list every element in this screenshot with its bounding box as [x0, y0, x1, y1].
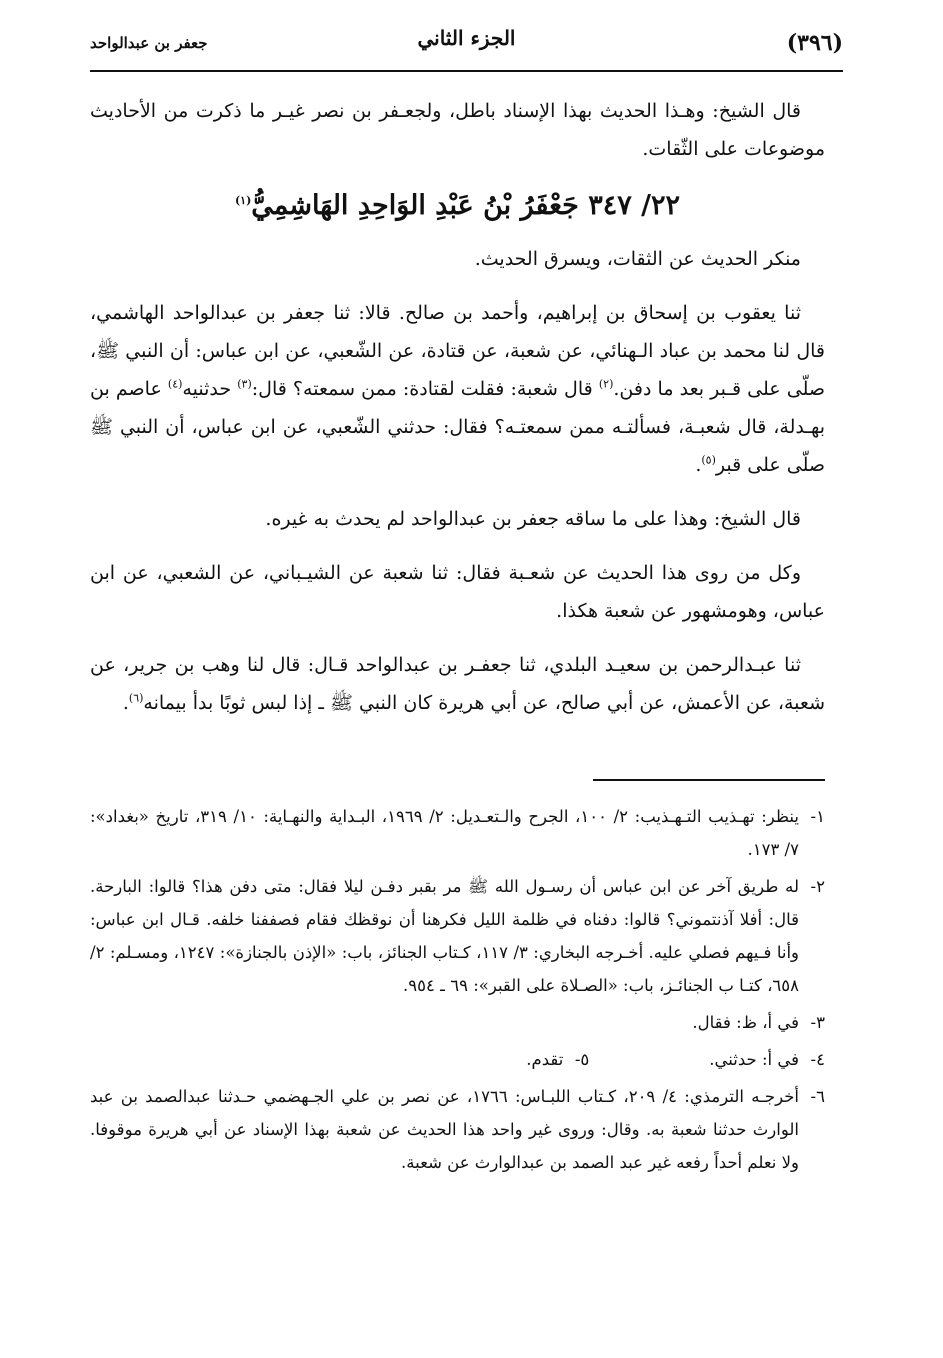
footnote-separator: [593, 779, 825, 781]
paragraph-2-part-c: حدثنيه: [182, 378, 238, 400]
footnote-number: ٦-: [810, 1087, 825, 1106]
note-ref-3: (٣): [237, 377, 252, 391]
running-title: جعفر بن عبدالواحد: [90, 34, 208, 52]
entry-title-text: ٢٢/ ٣٤٧ جَعْفَرُ بْنُ عَبْدِ الوَاحِدِ الهَاشِمِيُّ: [251, 190, 681, 221]
note-ref-5: (٥): [701, 453, 716, 467]
footnote-number: ٢-: [810, 877, 825, 896]
footnote-text: تقدم.: [526, 1050, 564, 1069]
footnote-text: أخرجـه الترمذي: ٤/ ٢٠٩، كـتاب اللبـاس: ١٧٦٦، عن نصر بن علي الجـهضمي حـدثنا عبدالصمد بن عبد الوارث حدثنا شعبة به. وقال: وروى غير واحد هذا الحديث عن شعبة بهذا الإسناد عن أبي هريرة موقوفا. ولا نعلم أحداً رفعه غير عبد الصمد بن عبدالوارث عن شعبة.: [90, 1087, 799, 1172]
footnote-number: ١-: [810, 807, 825, 826]
footnote-text: له طريق آخر عن ابن عباس أن رسـول الله ﷺ مر بقبر دفـن ليلا فقال: متى دفن هذا؟ قالوا: البارحة. قال: أفلا آذنتموني؟ قالوا: دفناه في ظلمة الليل فكرهنا أن نوقظك فقام فصففنا خلفه. قـال ابن عباس: وأنا فـيهم فصلي عليه. أخـرجه البخاري: ٣/ ١١٧، كـتاب الجنائز، باب: «الإذن بالجنازة»: ١٢٤٧، ومسـلم: ٢/ ٦٥٨، كتـا ب الجنائـز، باب: «الصـلاة على القبر»: ٦٩ ـ ٩٥٤.: [90, 877, 799, 995]
footnote-number: ٣-: [810, 1013, 825, 1032]
footnote-row-4-5: [90, 1043, 825, 1080]
paragraph-5-end: .: [122, 692, 129, 714]
paragraph-2: [90, 294, 825, 484]
paragraph-3: قال الشيخ: وهذا على ما ساقه جعفر بن عبدالواحد لم يحدث به غيره.: [265, 508, 801, 530]
footnote-text: في أ: حدثني.: [709, 1050, 799, 1069]
note-ref-4: (٤): [167, 377, 183, 391]
footnote-1: [90, 800, 825, 866]
footnote-text: في أ، ظ: فقال.: [692, 1013, 799, 1032]
page-header: [90, 22, 843, 72]
main-text: [90, 92, 825, 738]
footnote-text: ينظر: تهـذيب التـهـذيب: ٢/ ١٠٠، الجرح والـتعـديل: ٢/ ١٩٦٩، البـداية والنهـاية: ١٠/ ٣١٩، تاريخ «بغداد»: ٧/ ١٧٣.: [90, 807, 800, 859]
footnote-6: [90, 1080, 825, 1179]
paragraph-1: منكر الحديث عن الثقات، ويسرق الحديث.: [474, 248, 801, 270]
entry-title-note: (١): [234, 194, 252, 207]
note-ref-6: (٦): [128, 691, 144, 705]
footnote-4: [709, 1043, 825, 1076]
note-ref-2: (٢): [598, 377, 614, 391]
intro-paragraph: قال الشيخ: وهـذا الحديث بهذا الإسناد باطل، ولجعـفر بن نصر غيـر ما ذكرت من الأحاديث موضوعات على الثّقات.: [90, 100, 825, 160]
footnote-number: ٥-: [574, 1050, 590, 1069]
paragraph-2-part-b: قال شعبة: فقلت لقتادة: ممن سمعته؟ قال:: [251, 378, 599, 400]
paragraph-4: وكل من روى هذا الحديث عن شعـبة فقال: ثنا شعبة عن الشيـباني، عن الشعبي، عن ابن عباس، وهومشهور عن شعبة هكذا.: [90, 562, 825, 622]
footnote-3: [90, 1006, 825, 1039]
paragraph-2-part-d: عاصم بن بهـدلة، قال شعبـة، فسألتـه ممن سمعتـه؟ فقال: حدثني الشّعبي، عن ابن عباس، أن النبي ﷺ صلّى على قبر: [90, 378, 825, 476]
footnote-number: ٤-: [810, 1050, 825, 1069]
paragraph-2-end: .: [695, 454, 702, 476]
paragraph-5-text: ثنا عبـدالرحمن بن سعيـد البلدي، ثنا جعفـر بن عبدالواحد قـال: قال لنا وهب بن جرير، عن شعبة، عن الأعمش، عن أبي صالح، عن أبي هريرة كان النبي ﷺ ـ إذا لبس ثوبًا بدأ بيمانه: [90, 654, 825, 714]
paragraph-2-part-a: ثنا يعقوب بن إسحاق بن إبراهيم، وأحمد بن صالح. قالا: ثنا جعفر بن عبدالواحد الهاشمي، قال لنا محمد بن عباد الـهنائي، عن شعبة، عن قتادة، عن الشّعبي، عن ابن عباس: أن النبي ﷺ، صلّى على قـبر بعد ما دفن.: [90, 302, 825, 400]
paragraph-5: [90, 646, 825, 722]
footnotes: [90, 800, 825, 1183]
footnote-5: [526, 1043, 589, 1076]
footnote-2: [90, 870, 825, 1002]
page-number: (٣٩٦): [786, 30, 843, 56]
part-label: الجزء الثاني: [417, 26, 516, 50]
entry-title: [90, 184, 825, 228]
